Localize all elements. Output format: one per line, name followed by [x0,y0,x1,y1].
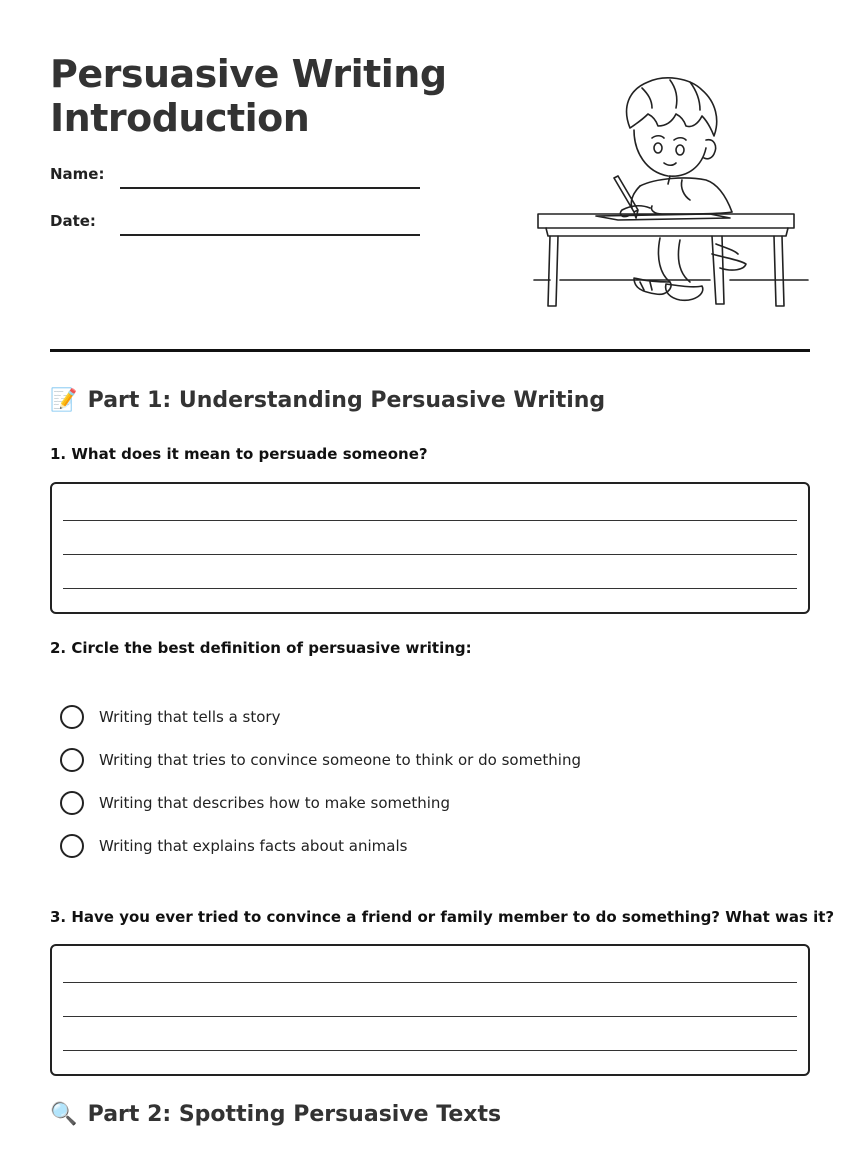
option-label: Writing that tells a story [99,708,281,726]
answer-line [63,554,797,555]
circle-icon[interactable] [60,748,84,772]
name-line[interactable] [120,187,420,189]
option-item[interactable] [60,790,450,816]
circle-icon[interactable] [60,834,84,858]
magnifier-icon: 🔍 [50,1102,78,1127]
answer-box-1[interactable] [50,482,810,614]
answer-box-3[interactable] [50,944,810,1076]
part1-title: Part 1: Understanding Persuasive Writing [87,388,606,413]
circle-icon[interactable] [60,705,84,729]
memo-icon: 📝 [50,388,78,413]
option-label: Writing that explains facts about animals [99,837,408,855]
option-item[interactable] [60,833,407,859]
title-line-1: Persuasive Writing [50,52,447,96]
name-label: Name: [50,165,105,183]
circle-icon[interactable] [60,791,84,815]
option-label: Writing that tries to convince someone to think or do something [99,751,581,769]
answer-line [63,588,797,589]
title-line-2: Introduction [50,96,310,140]
answer-line [63,982,797,983]
part2-title: Part 2: Spotting Persuasive Texts [87,1102,502,1127]
worksheet-title [50,52,447,140]
option-label: Writing that describes how to make something [99,794,450,812]
answer-line [63,1016,797,1017]
part2-heading [50,1102,501,1127]
answer-line [63,1050,797,1051]
question-1: 1. What does it mean to persuade someone? [50,445,428,463]
option-item[interactable] [60,704,280,730]
answer-line [63,520,797,521]
part1-heading [50,388,605,413]
question-3: 3. Have you ever tried to convince a friend or family member to do something? What was it? [50,908,835,926]
date-line[interactable] [120,234,420,236]
child-writing-at-desk-illustration [530,68,815,313]
date-label: Date: [50,212,96,230]
option-item[interactable] [60,747,581,773]
question-2: 2. Circle the best definition of persuasive writing: [50,639,472,657]
header-divider [50,349,810,352]
